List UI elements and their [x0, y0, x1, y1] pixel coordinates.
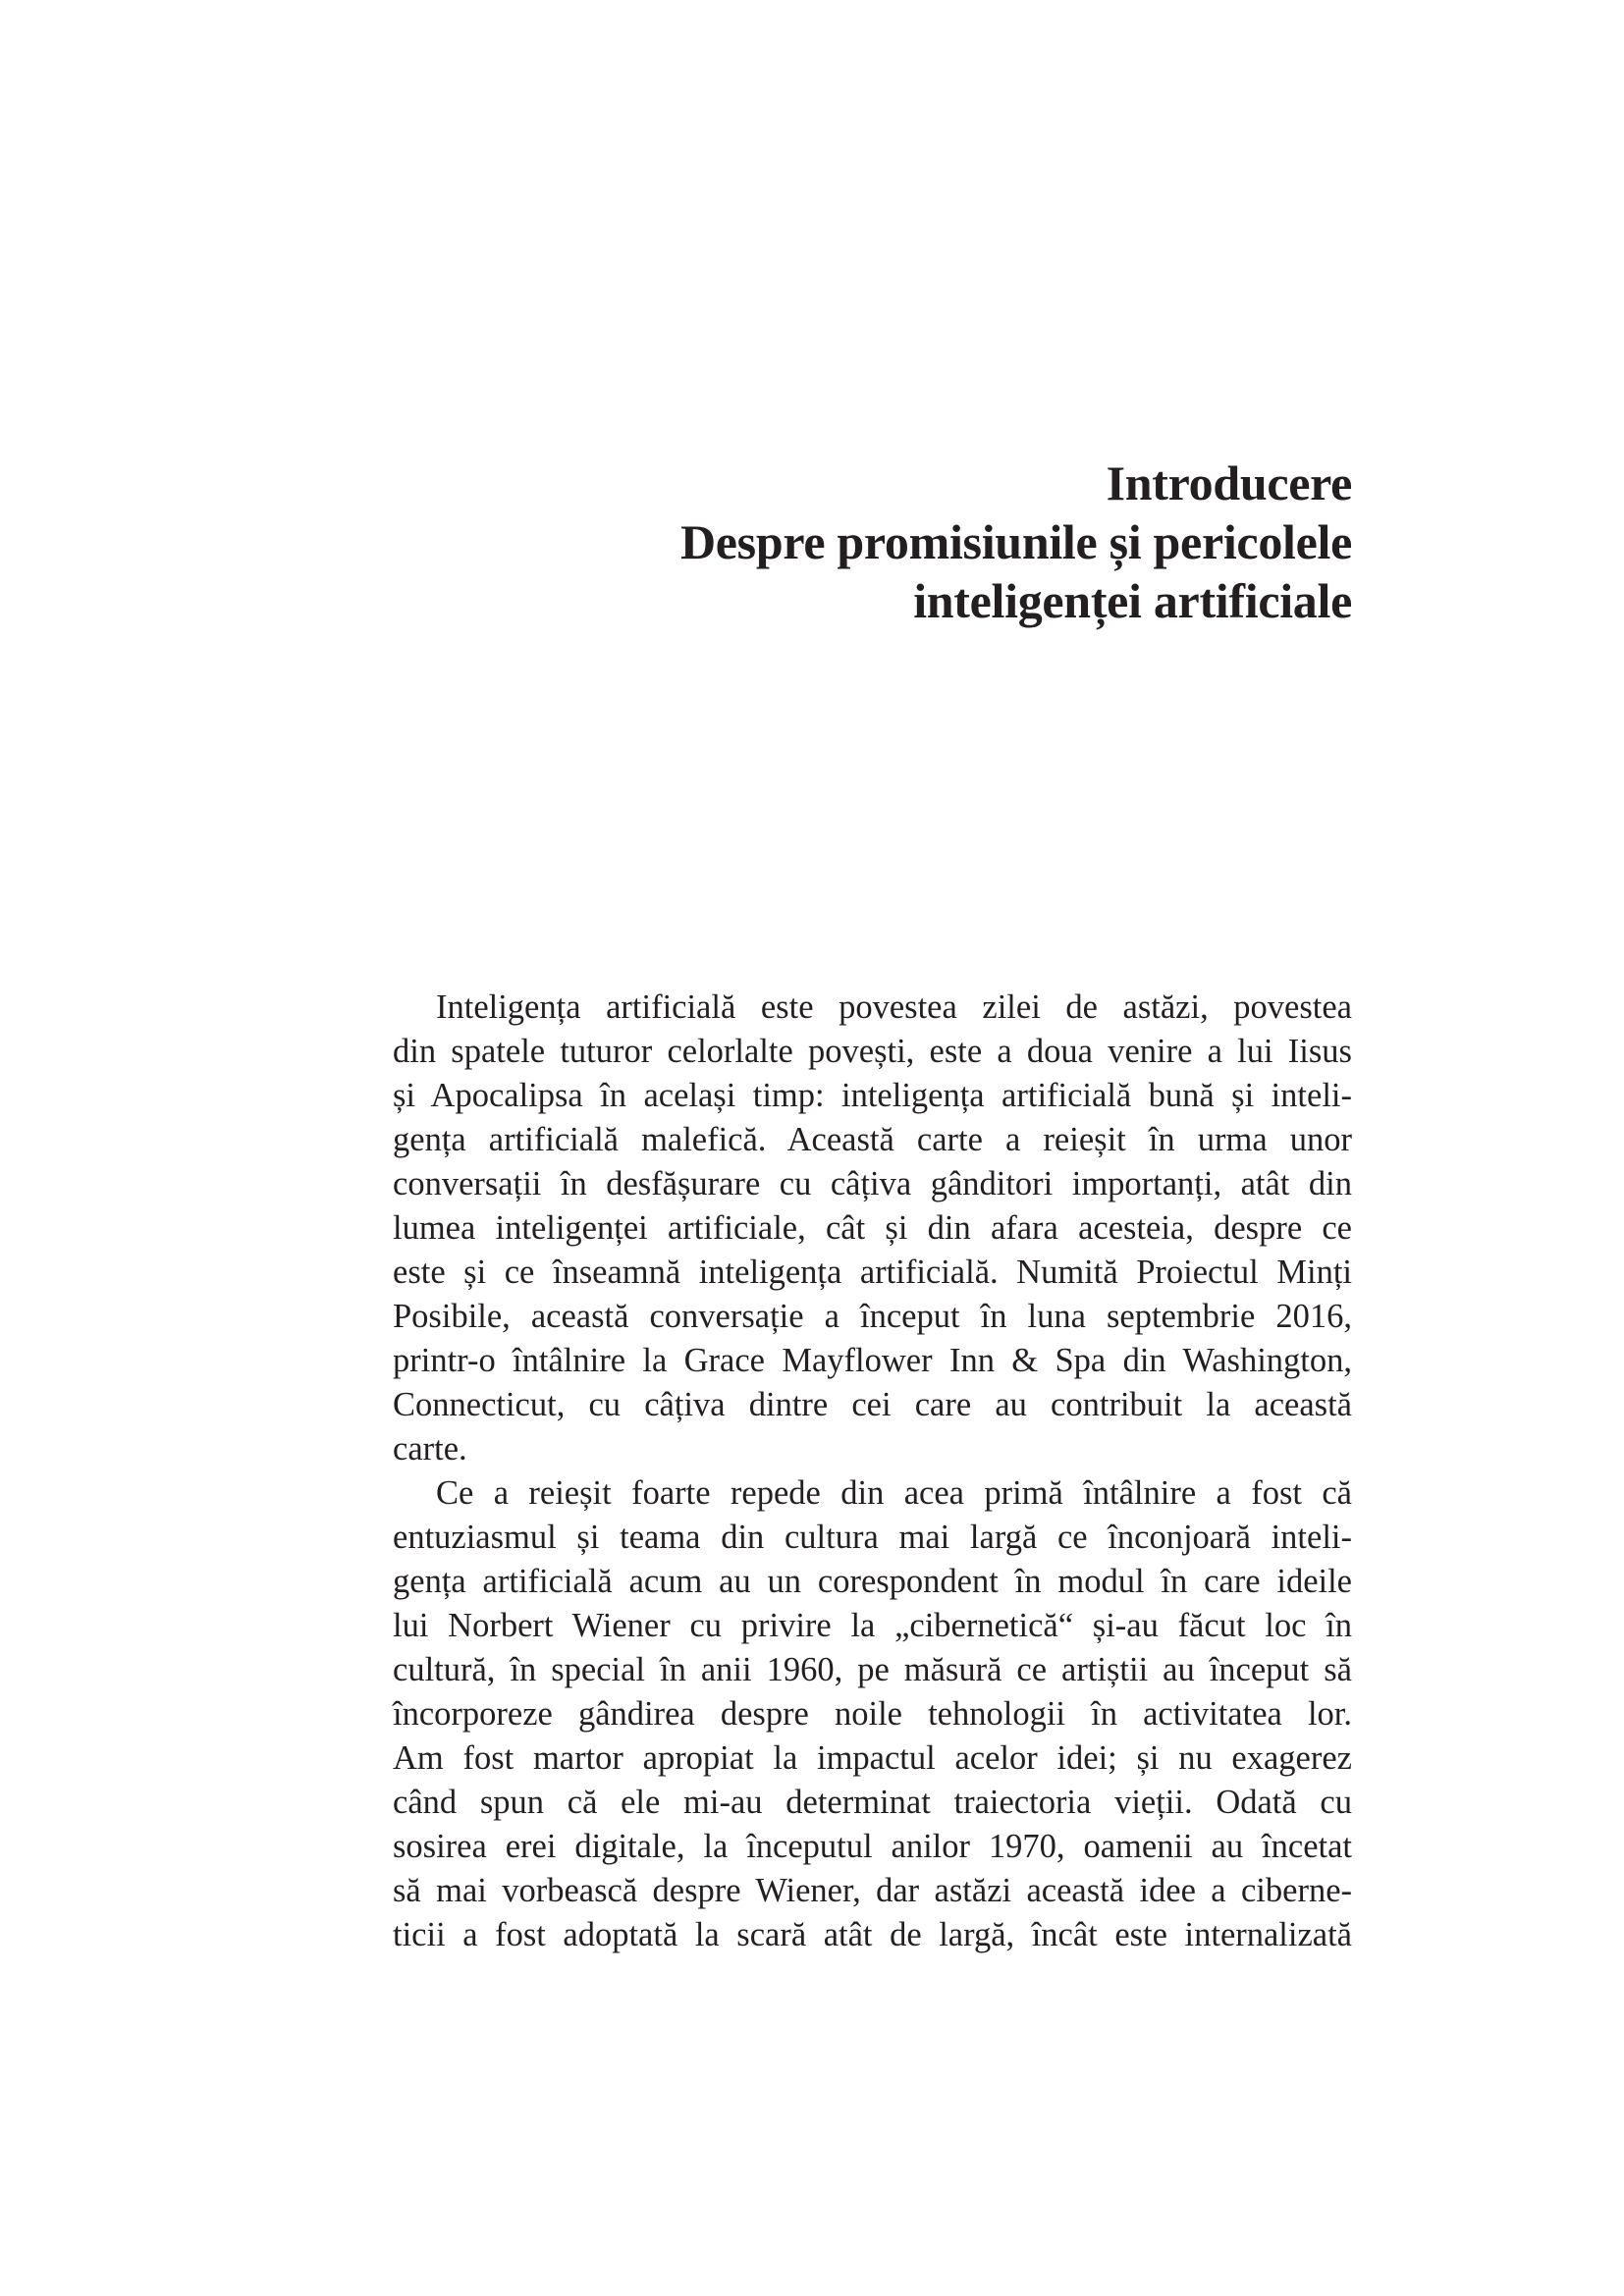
chapter-title: Introducere [1106, 455, 1352, 510]
body-text [393, 986, 1352, 1957]
chapter-subtitle-line-1: Despre promisiunile și pericolele [679, 514, 1352, 569]
text-line: lumea inteligenței artificiale, cât și din afara acesteia, despre ce [393, 1209, 1352, 1247]
text-line: Posibile, această conversație a început în luna septembrie 2016, [393, 1298, 1352, 1335]
text-line: conversații în desfășurare cu câțiva gânditori importanți, atât din [393, 1165, 1352, 1202]
text-line: lui Norbert Wiener cu privire la „cibernetică“ și-au făcut loc în [393, 1607, 1352, 1644]
text-line: carte. [393, 1430, 467, 1468]
chapter-subtitle-line-2: inteligenței artificiale [913, 573, 1352, 628]
text-line: sosirea erei digitale, la începutul anilor 1970, oamenii au încetat [393, 1828, 1352, 1865]
text-line: printr-o întâlnire la Grace Mayflower Inn & Spa din Washington, [393, 1342, 1352, 1379]
text-line: când spun că ele mi-au determinat traiectoria vieții. Odată cu [393, 1784, 1352, 1821]
chapter-heading [393, 454, 1352, 630]
text-line: este și ce înseamnă inteligența artificială. Numită Proiectul Minți [393, 1254, 1352, 1291]
text-line: ticii a fost adoptată la scară atât de largă, încât este internalizată [393, 1916, 1352, 1953]
text-line: din spatele tuturor celorlalte povești, este a doua venire a lui Iisus [393, 1033, 1352, 1070]
text-line: Ce a reieșit foarte repede din acea primă întâlnire a fost că [436, 1474, 1352, 1512]
text-line: gența artificială acum au un corespondent în modul în care ideile [393, 1563, 1352, 1600]
text-line: să mai vorbească despre Wiener, dar astăzi această idee a ciberne- [393, 1872, 1352, 1909]
text-line: încorporeze gândirea despre noile tehnologii în activitatea lor. [393, 1695, 1352, 1733]
text-line: cultură, în special în anii 1960, pe măsură ce artiștii au început să [393, 1651, 1352, 1688]
text-line: entuziasmul și teama din cultura mai largă ce înconjoară inteli- [393, 1519, 1352, 1556]
text-line: Am fost martor apropiat la impactul acelor idei; și nu exagerez [393, 1739, 1352, 1777]
text-line: și Apocalipsa în același timp: inteligența artificială bună și inteli- [393, 1077, 1352, 1114]
text-line: Connecticut, cu câțiva dintre cei care au contribuit la această [393, 1386, 1352, 1423]
paragraph-2 [393, 1471, 1352, 1957]
paragraph-1 [393, 986, 1352, 1471]
text-line: Inteligența artificială este povestea zilei de astăzi, povestea [436, 988, 1352, 1026]
text-line: gența artificială malefică. Această carte a reieșit în urma unor [393, 1121, 1352, 1158]
